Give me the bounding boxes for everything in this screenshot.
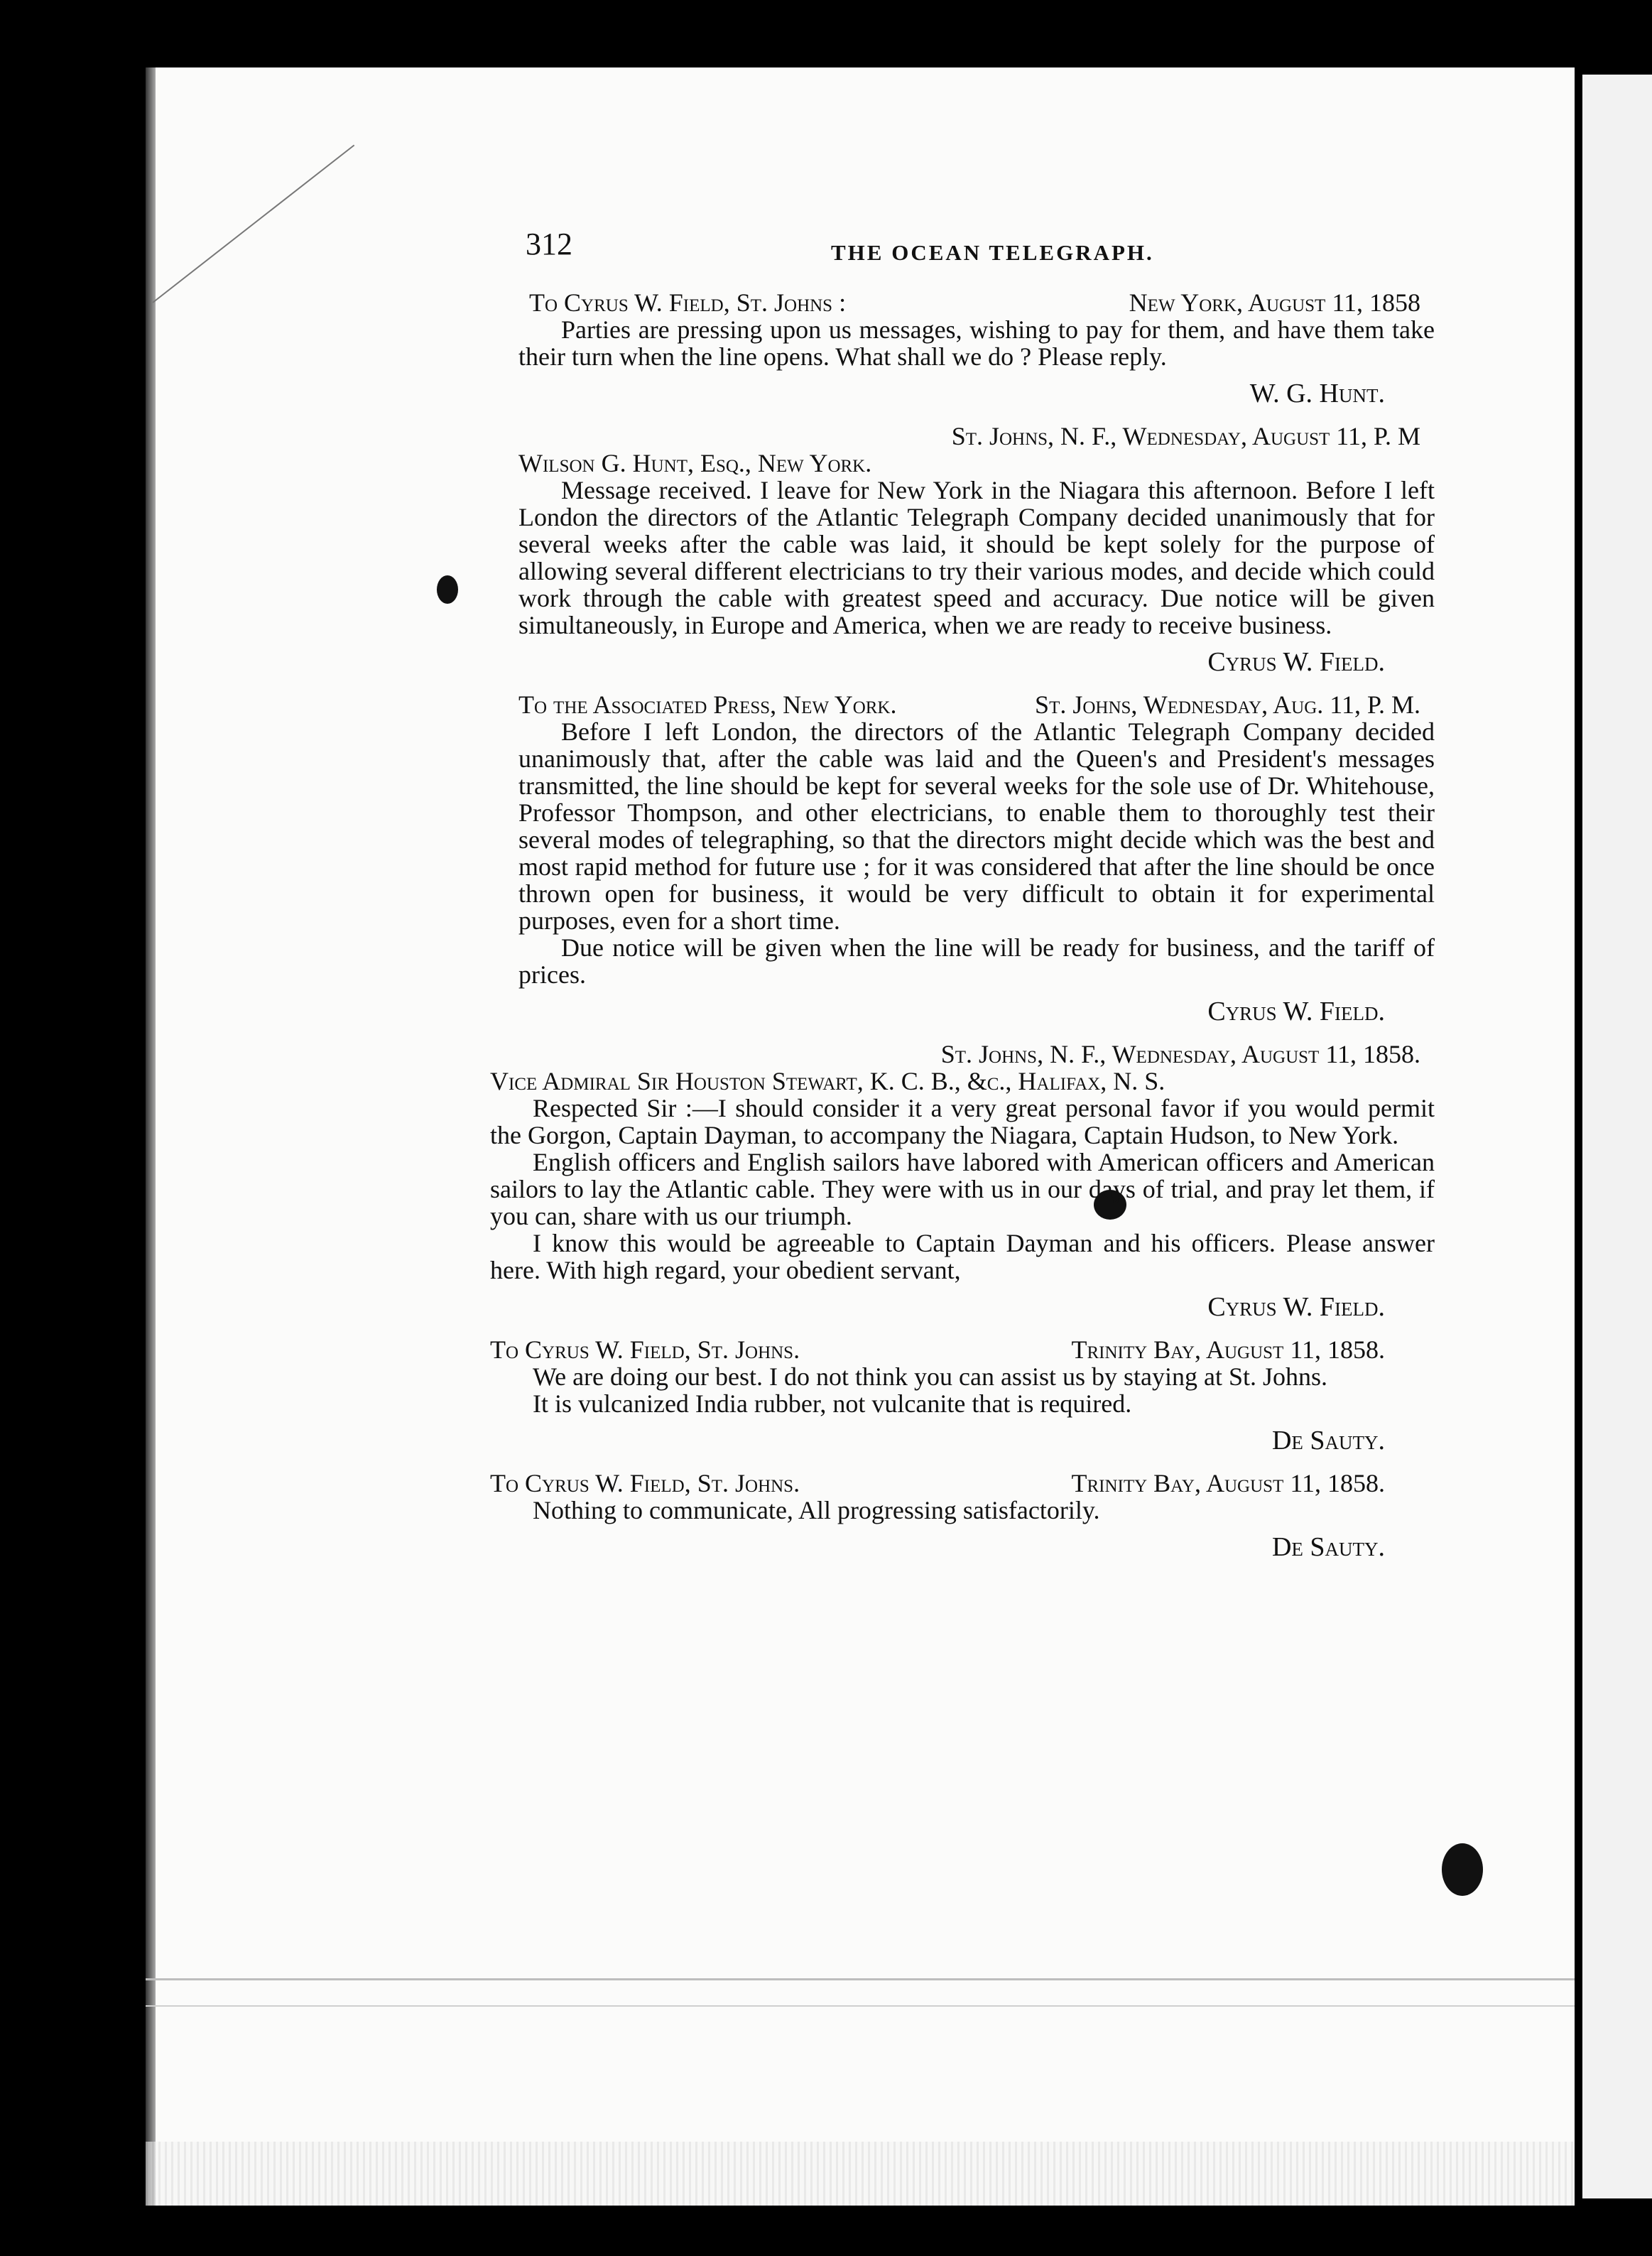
- paragraph: We are doing our best. I do not think you can assist us by staying at St. Johns.: [533, 1362, 1327, 1391]
- dateline: St. Johns, N. F., Wednesday, August 11, P. M: [951, 422, 1420, 450]
- signature: Cyrus W. Field.: [1207, 647, 1385, 677]
- paragraph: Nothing to communicate, All progressing satisfactorily.: [533, 1496, 1100, 1524]
- recipient: To Cyrus W. Field, St. Johns :: [529, 288, 847, 317]
- paragraph: I know this would be agreeable to Captain Dayman and his officers. Please answer here. With high regard, your obedient servant,: [490, 1229, 1435, 1284]
- signature: W. G. Hunt.: [1249, 379, 1385, 408]
- signature: De Sauty.: [1271, 1426, 1385, 1455]
- letter: [490, 1336, 1442, 1454]
- recipient: Wilson G. Hunt, Esq., New York.: [518, 449, 872, 477]
- letter-heading: [490, 1336, 1442, 1363]
- paragraph: Due notice will be given when the line will be ready for business, and the tariff of prices.: [518, 933, 1435, 989]
- running-title: THE OCEAN TELEGRAPH.: [831, 240, 1154, 265]
- paragraph: Parties are pressing upon us messages, wishing to pay for them, and have them take their turn when the line opens. What shall we do ? Please reply.: [518, 315, 1435, 371]
- letter-heading: [490, 691, 1442, 718]
- letter: [490, 289, 1442, 407]
- dateline: Trinity Bay, August 11, 1858.: [1071, 1335, 1385, 1364]
- letter-heading: [490, 1470, 1442, 1497]
- paragraph: Respected Sir :—I should consider it a very great personal favor if you would permit the Gorgon, Captain Dayman, to accompany the Niagara, Captain Hudson, to New York.: [490, 1094, 1435, 1149]
- letter: [490, 1041, 1442, 1320]
- signature: Cyrus W. Field.: [1207, 997, 1385, 1026]
- dateline: St. Johns, N. F., Wednesday, August 11, 1858.: [940, 1040, 1420, 1068]
- scan-edge-line: [146, 2005, 1575, 2007]
- ink-blot: [437, 575, 458, 604]
- signature: De Sauty.: [1271, 1532, 1385, 1562]
- scan-artifact-line: [152, 145, 354, 303]
- scan-edge-line: [146, 1978, 1575, 1980]
- adjacent-page-edge: [1582, 75, 1652, 2198]
- recipient: To the Associated Press, New York.: [518, 690, 897, 719]
- recipient: To Cyrus W. Field, St. Johns.: [490, 1335, 800, 1364]
- paragraph: Before I left London, the directors of the Atlantic Telegraph Company decided unanimously that, after the cable was laid and the Queen's and President's messages transmitted, the line should be kept for several weeks for the sole use of Dr. Whitehouse, Professor Thompson, and other electricians, to enable them to thoroughly test their several modes of telegraphing, so that the directors might decide which was the best and most rapid method for future use ; for it was considered that after the line should be once thrown open for business, it would be very difficult to obtain it for experimental purposes, even for a short time.: [518, 717, 1435, 935]
- dateline: St. Johns, Wednesday, Aug. 11, P. M.: [1035, 690, 1420, 719]
- page-number: 312: [526, 227, 572, 261]
- paragraph: It is vulcanized India rubber, not vulcanite that is required.: [533, 1389, 1132, 1418]
- scan-noise: [146, 2142, 1575, 2206]
- dateline: Trinity Bay, August 11, 1858.: [1071, 1469, 1385, 1497]
- letter: [490, 691, 1442, 1025]
- page-text: [490, 227, 1442, 1576]
- letter-heading: [490, 289, 1442, 316]
- paragraph: English officers and English sailors have labored with American officers and American sailors to lay the Atlantic cable. They were with us in our days of trial, and pray let them, if you can, share with us our triumph.: [490, 1148, 1435, 1230]
- letter: [490, 1470, 1442, 1561]
- letter: [490, 423, 1442, 676]
- dateline: New York, August 11, 1858: [1129, 288, 1420, 317]
- signature: Cyrus W. Field.: [1207, 1292, 1385, 1322]
- paragraph: Message received. I leave for New York in the Niagara this afternoon. Before I left London the directors of the Atlantic Telegraph Company decided unanimously that for several weeks after the cable was laid, it should be kept solely for the purpose of allowing several different electricians to try their various modes, and decide which could work through the cable with greatest speed and accuracy. Due notice will be given simultaneously, in Europe and America, when we are ready to receive business.: [518, 476, 1435, 639]
- ink-blot: [1442, 1843, 1483, 1896]
- page-header: [490, 227, 1442, 281]
- recipient: Vice Admiral Sir Houston Stewart, K. C. B., &c., Halifax, N. S.: [490, 1067, 1165, 1095]
- recipient: To Cyrus W. Field, St. Johns.: [490, 1469, 800, 1497]
